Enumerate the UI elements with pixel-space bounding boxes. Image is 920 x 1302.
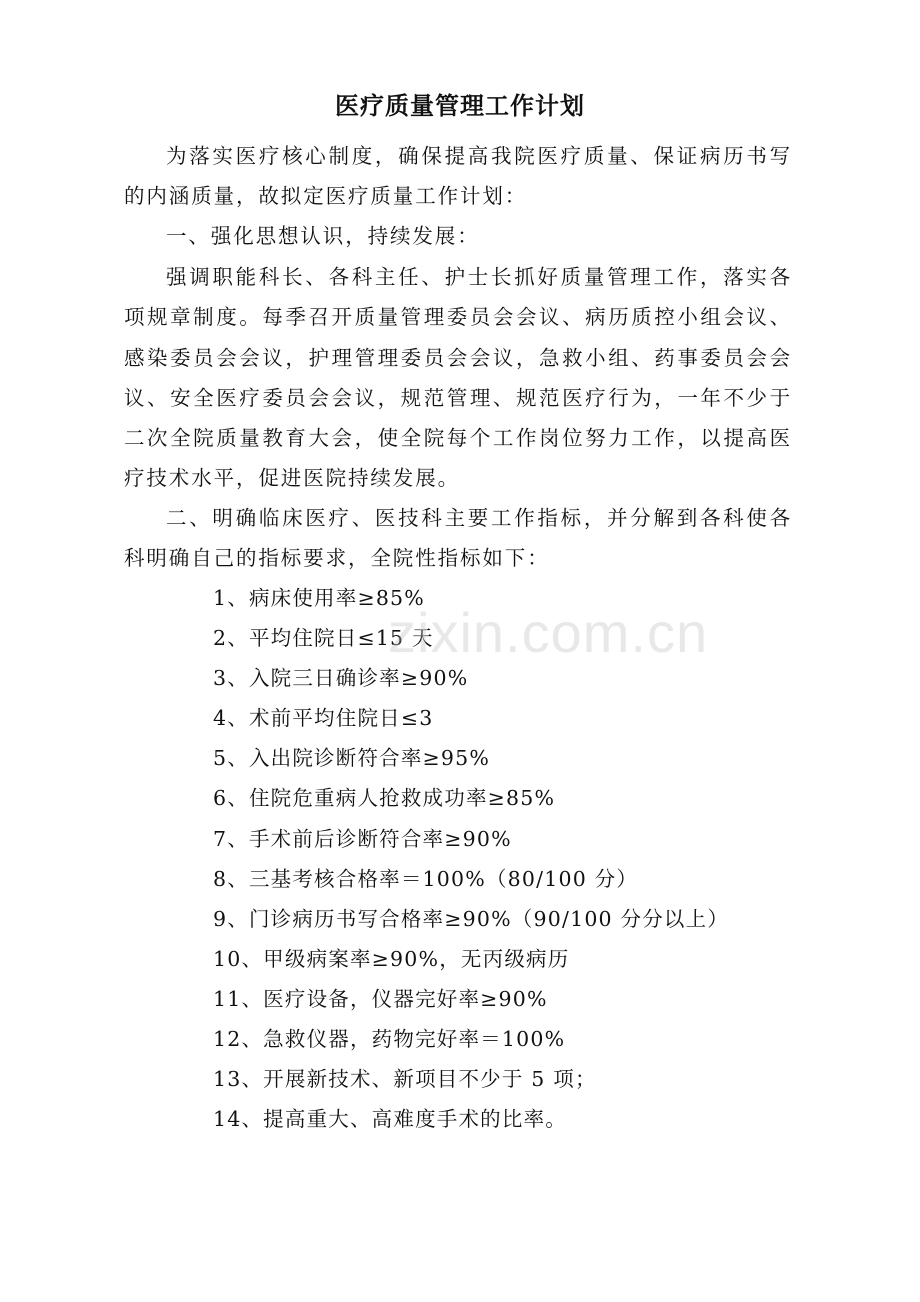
indicator-item: 14、提高重大、高难度手术的比率。 <box>213 1107 567 1132</box>
section-1-heading: 一、强化思想认识，持续发展： <box>166 224 480 248</box>
intro-paragraph: 为落实医疗核心制度，确保提高我院医疗质量、保证病历书写的内涵质量，故拟定医疗质量工作计划： <box>124 144 792 209</box>
indicator-item: 2、平均住院日≤15 天 <box>213 626 434 651</box>
indicator-item: 4、术前平均住院日≤3 <box>213 706 434 731</box>
watermark: zixin.com.cn <box>388 601 709 664</box>
indicator-item: 5、入出院诊断符合率≥95% <box>213 746 491 771</box>
indicator-item: 12、急救仪器，药物完好率＝100% <box>213 1027 566 1052</box>
indicator-item: 7、手术前后诊断符合率≥90% <box>213 826 512 851</box>
indicator-item: 8、三基考核合格率＝100%（80/100 分） <box>213 866 639 891</box>
indicator-list <box>213 578 773 1139</box>
indicator-item: 1、病床使用率≥85% <box>213 586 425 610</box>
indicator-item: 13、开展新技术、新项目不少于 5 项； <box>213 1067 597 1092</box>
indicator-item: 11、医疗设备，仪器完好率≥90% <box>213 986 548 1011</box>
section-1-body: 强调职能科长、各科主任、护士长抓好质量管理工作，落实各项规章制度。每季召开质量管理委员会会议、病历质控小组会议、感染委员会会议，护理管理委员会会议，急救小组、药事委员会会议、安全医疗委员会会议，规范管理、规范医疗行为，一年不少于二次全院质量教育大会，使全院每个工作岗位努力工作，以提高医疗技术水平，促进医院持续发展。 <box>124 265 792 491</box>
document-title: 医疗质量管理工作计划 <box>335 91 585 120</box>
indicator-item: 3、入院三日确诊率≥90% <box>213 666 469 691</box>
indicator-item: 9、门诊病历书写合格率≥90%（90/100 分分以上） <box>213 906 730 931</box>
indicator-item: 10、甲级病案率≥90%，无丙级病历 <box>213 946 570 971</box>
section-2-heading: 二、明确临床医疗、医技科主要工作指标，并分解到各科使各科明确自己的指标要求，全院性指标如下： <box>124 506 792 571</box>
indicator-item: 6、住院危重病人抢救成功率≥85% <box>213 786 556 811</box>
